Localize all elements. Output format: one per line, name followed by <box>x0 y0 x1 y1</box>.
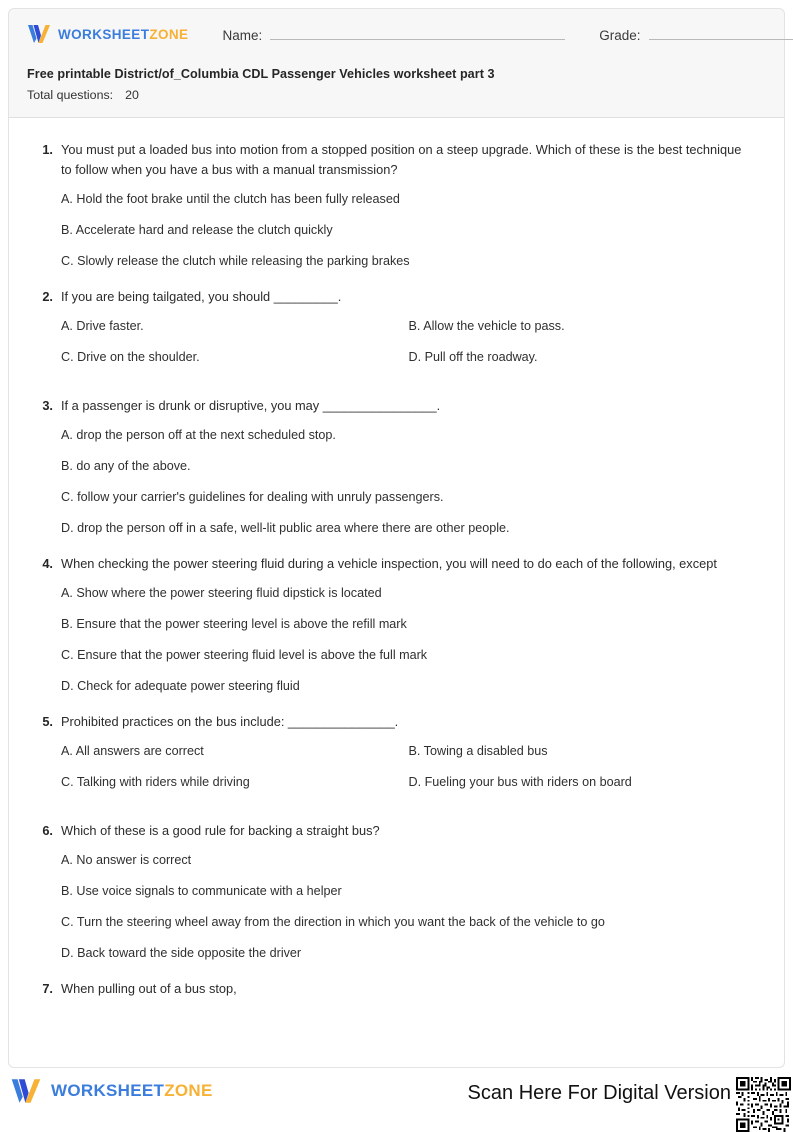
grade-field-label: Grade: <box>599 27 641 43</box>
question-head <box>31 396 756 416</box>
question-head <box>31 821 756 841</box>
logo-text-worksheet: WORKSHEET <box>58 26 150 42</box>
question-text: When pulling out of a bus stop, <box>61 981 237 996</box>
question-head <box>31 712 756 732</box>
answer-option[interactable]: A. Show where the power steering fluid dipstick is located <box>61 586 382 600</box>
answer-option[interactable]: C. Drive on the shoulder. <box>61 350 200 364</box>
total-questions-label: Total questions: <box>27 88 114 102</box>
header-title-block <box>27 67 495 102</box>
answer-option[interactable]: B. do any of the above. <box>61 459 191 473</box>
total-questions <box>27 88 495 102</box>
worksheet-body <box>8 118 785 1068</box>
question-number: 7. <box>42 981 53 996</box>
name-field[interactable] <box>222 26 565 43</box>
worksheet-title: Free printable District/of_Columbia CDL Passenger Vehicles worksheet part 3 <box>27 67 495 81</box>
logo-w-mark <box>27 24 51 44</box>
answer-option[interactable]: D. drop the person off in a safe, well-lit public area where there are other people. <box>61 521 510 535</box>
name-field-input-line[interactable] <box>270 26 565 40</box>
question-item <box>31 712 756 804</box>
footer-logo-text-zone: ZONE <box>164 1081 213 1100</box>
question-item <box>31 396 756 537</box>
logo-text <box>58 27 188 42</box>
answer-option[interactable]: A. drop the person off at the next scheduled stop. <box>61 428 336 442</box>
question-number: 5. <box>42 714 53 729</box>
answer-option[interactable]: D. Fueling your bus with riders on board <box>408 775 632 789</box>
answer-option[interactable]: C. Ensure that the power steering fluid level is above the full mark <box>61 648 428 662</box>
logo-text-zone: ZONE <box>149 26 189 42</box>
question-item <box>31 140 756 270</box>
answer-option[interactable]: A. No answer is correct <box>61 853 192 867</box>
name-field-label: Name: <box>222 27 263 43</box>
question-number: 1. <box>42 142 53 157</box>
question-number: 4. <box>42 556 53 571</box>
footer-logo-text <box>51 1081 213 1101</box>
worksheet-zone-logo <box>27 24 188 44</box>
answer-options <box>31 584 756 695</box>
answer-option[interactable]: C. Turn the steering wheel away from the direction in which you want the back of the vehicle to go <box>61 915 605 929</box>
question-head <box>31 140 756 180</box>
answer-options <box>31 742 756 804</box>
question-head <box>31 979 756 999</box>
answer-option[interactable]: B. Accelerate hard and release the clutch quickly <box>61 223 333 237</box>
question-number: 6. <box>42 823 53 838</box>
question-text: Which of these is a good rule for backing a straight bus? <box>61 823 380 838</box>
answer-option[interactable]: B. Ensure that the power steering level is above the refill mark <box>61 617 407 631</box>
qr-code-icon[interactable] <box>736 1077 791 1132</box>
answer-option[interactable]: D. Check for adequate power steering fluid <box>61 679 300 693</box>
question-number: 2. <box>42 289 53 304</box>
answer-option[interactable]: A. All answers are correct <box>61 744 204 758</box>
question-text: If you are being tailgated, you should _________. <box>61 289 342 304</box>
answer-option[interactable]: A. Drive faster. <box>61 319 144 333</box>
footer-logo-text-worksheet: WORKSHEET <box>51 1081 165 1100</box>
question-head <box>31 287 756 307</box>
total-questions-value: 20 <box>125 88 139 102</box>
question-text: If a passenger is drunk or disruptive, you may ________________. <box>61 398 441 413</box>
footer-logo-w-mark <box>10 1078 42 1104</box>
answer-options <box>31 190 756 270</box>
answer-option[interactable]: B. Towing a disabled bus <box>408 744 548 758</box>
question-text: When checking the power steering fluid during a vehicle inspection, you will need to do each of the following, except <box>61 556 717 571</box>
question-text: Prohibited practices on the bus include: _______________. <box>61 714 399 729</box>
question-head <box>31 554 756 574</box>
footer-worksheet-zone-logo <box>10 1078 213 1104</box>
answer-option[interactable]: B. Allow the vehicle to pass. <box>408 319 565 333</box>
scan-here-text: Scan Here For Digital Version <box>467 1082 731 1104</box>
answer-options <box>31 317 756 379</box>
answer-options <box>31 426 756 537</box>
answer-option[interactable]: A. Hold the foot brake until the clutch has been fully released <box>61 192 400 206</box>
answer-option[interactable]: C. Talking with riders while driving <box>61 775 250 789</box>
question-item <box>31 287 756 379</box>
worksheet-footer <box>0 1072 793 1122</box>
answer-option[interactable]: D. Back toward the side opposite the driver <box>61 946 302 960</box>
answer-option[interactable]: D. Pull off the roadway. <box>408 350 538 364</box>
questions-list <box>9 118 784 999</box>
question-number: 3. <box>42 398 53 413</box>
answer-option[interactable]: B. Use voice signals to communicate with a helper <box>61 884 342 898</box>
question-text: You must put a loaded bus into motion from a stopped position on a steep upgrade. Which of these is the best technique to follow when you have a bus with a manual transmission? <box>61 142 742 177</box>
question-item <box>31 979 756 999</box>
worksheet-header <box>8 8 785 118</box>
grade-field-input-line[interactable] <box>649 26 793 40</box>
grade-field[interactable] <box>599 26 793 43</box>
answer-option[interactable]: C. Slowly release the clutch while releasing the parking brakes <box>61 254 410 268</box>
answer-options <box>31 851 756 962</box>
question-item <box>31 554 756 695</box>
answer-option[interactable]: C. follow your carrier's guidelines for dealing with unruly passengers. <box>61 490 444 504</box>
question-item <box>31 821 756 962</box>
header-top-row <box>9 9 784 59</box>
